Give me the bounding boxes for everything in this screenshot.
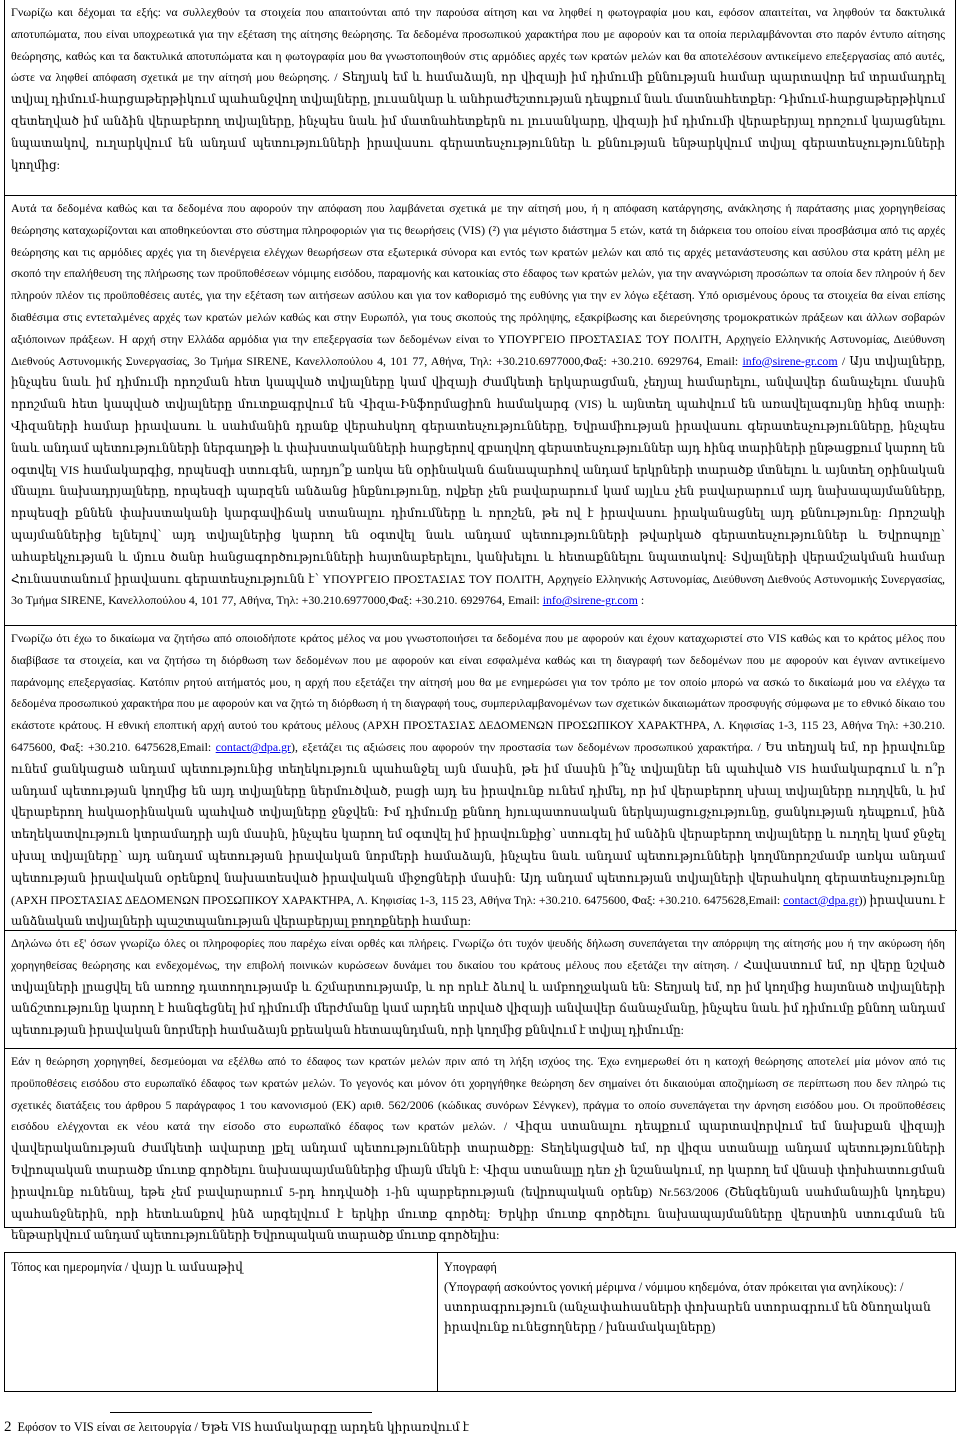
- footnote-text: Εφόσον το VIS είναι σε λειτουργία / Եթե VIS համակարգը արդեն կիրառվում է: [17, 1420, 469, 1434]
- place-date-cell[interactable]: [5, 1253, 438, 1391]
- signature-guardian-note-armenian: ստորագրություն (անչափահասների փոխարեն ստորագրում են ծնողական իրավունք ունեցողները / խնամակալները): [444, 1300, 931, 1334]
- footnote-number: 2: [4, 1419, 12, 1435]
- email-link-dpa[interactable]: contact@dpa.gr: [215, 739, 291, 754]
- footnote-divider: [110, 1412, 372, 1413]
- signature-cell[interactable]: [438, 1253, 955, 1391]
- paragraph-text: ), εξετάζει τις αξιώσεις που αφορούν την προστασία των δεδομένων προσωπικού χαρακτήρα. / Ես տեղյակ եմ, որ իրավունք ունեմ ցանկացած անդամ պետությունից տեղեկություն պահանջել այն մասին, թե իմ մասին ի՞նչ տվյալներ են պահված VIS համակարգում և ո՞ր անդամ պետության կողմից են այդ տվյալները ներմուծված, բացի այդ ես իրավունք ունեմ դիմել, որ իմ վերաբերող սխալ տվյալները ուղղվեն, և իմ վերաբերող հակաօրինական պահված տվյալները ջնջվեն: Իմ դիմումը քննող հյուպատոսական ներկայացուցչությունը, ցանկության դեպքում, ինձ տեղեկատվություն կտրամադրի այն մասին, ինչպես կարող եմ օգտվել իմ իրավունքից՝ ստուգել իմ անձին վերաբերող տվյալները և ուղղել կամ ջնջել սխալ տվյալները՝ այդ անդամ պետության իրավական նորմերի համաձայն, ինչպես նաև անդամ պետությունների կողմնորոշմամբ առկա անդամ պետության իրավական օրենքով նախատեսված իրավական միջոցների մասին: Այդ անդամ պետության տվյալների վերահսկող գերատեսչությունը (ΑΡΧΗ ΠΡΟΣΤΑΣΙΑΣ ΔΕΔΟΜΕΝΩΝ ΠΡΟΣΩΠΙΚΟΥ ΧΑΡΑΚΤΗΡΑ, Λ. Κηφισίας 1-3, 115 23, Αθήνα Τηλ: +30.210. 6475600, Φαξ: +30.210. 6475628,Email:: [11, 739, 945, 907]
- paragraph-text: Αυτά τα δεδομένα καθώς και τα δεδομένα που αφορούν την απόφαση που λαμβάνεται σχετικά με την αίτησή μου, ή η απόφαση κατάργησης, ανάκλησης ή παράτασης μιας χορηγηθείσας θεώρησης καταχωρίζονται και αποθηκεύονται στο σύστημα πληροφοριών για τις θεωρήσεις (VIS) (²) για μέγιστο διάστημα 5 ετών, κατά τη διάρκεια του οποίου είναι προσβάσιμα από τις αρχές θεώρησης και τις αρμόδιες αρχές για τη διενέργεια ελέγχων θεωρήσεων στα εξωτερικά σύνορα και εντός των κρατών μελών και από τις αρχές μετανάστευσης και ασύλου στα κράτη μέλη με σκοπό την επαλήθευση της πλήρωσης των προϋποθέσεων νόμιμης εισόδου, παραμονής και κατοικίας στο έδαφος των κρατών μελών, για την αναγνώριση προσώπων τα οποία δεν πληρούν ή δεν πληρούν πλέον τις προϋποθέσεις αυτές, για την εξέταση των αιτήσεων ασύλου και για τον καθορισμό της ευθύνης για την εν λόγω εξέταση. Υπό ορισμένους όρους τα στοιχεία θα είναι επίσης διαθέσιμα στις εντεταλμένες αρχές των κρατών μελών καθώς και στην Ευρωπόλ, για τους σκοπούς της πρόληψης, εξακρίβωσης και διερεύνησης τρομοκρατικών πράξεων και άλλων σοβαρών αξιόποινων πράξεων. Η αρχή στην Ελλάδα αρμόδια για την επεξεργασία των δεδομένων είναι το ΥΠΟΥΡΓΕΙΟ ΠΡΟΣΤΑΣΙΑΣ ΤΟΥ ΠΟΛΙΤΗ, Αρχηγείο Ελληνικής Αστυνομίας, Διεύθυνση Διεθνούς Αστυνομικής Συνεργασίας, 3ο Τμήμα SIRENE, Κανελλοπούλου 4, 101 77, Αθήνα, Τηλ: +30.210.6977000,Φαξ: +30.210. 6929764, Email:: [11, 201, 945, 368]
- paragraph-text: Γνωρίζω και δέχομαι τα εξής: να συλλεχθούν τα στοιχεία που απαιτούνται από την παρούσα αίτηση και να ληφθεί η φωτογραφία μου και, εφόσον απαιτείται, να ληφθούν τα δακτυλικά αποτυπώματα, που είναι υποχρεωτικά για την εξέταση της αίτησης θεώρησης. Τα δεδομένα προσωπικού χαρακτήρα που με αφορούν και τα οποία περιλαμβάνονται στο παρόν έντυπο αίτησης θεώρησης, καθώς και τα δακτυλικά αποτυπώματα και η φωτογραφία μου θα γνωστοποιηθούν στις αρμόδιες αρχές των κρατών μελών και θα αποτελέσουν αντικείμενο επεξεργασίας από αυτές, ώστε να ληφθεί απόφαση σχετικά με την αίτησή μου θεώρησης. / Տեղյակ եմ և համաձայն, որ վիզայի իմ դիմումի քննության համար պարտավոր եմ տրամադրել տվյալ դիմում-հարցաթերթիկում պահանջվող տվյալները, լուսանկար և անհրաժեշտության դեպքում նաև մատնահետքեր: Դիմում-հարցաթերթիկում զետեղված իմ անձին վերաբերող տվյալները, ինչպես նաև իմ մատնահետքերն ու լուսանկարը, վիզայի իմ դիմումի վերաբերյալ որոշում կայացնելու նպատակով, ուղարկվում են անդամ պետությունների իրավասու գերատեսչություններ և քննության ենթարկվում տվյալ գերատեսչությունների կողմից:: [11, 5, 945, 172]
- declaration-box: [4, 0, 956, 1243]
- email-link-sirene[interactable]: info@sirene-gr.com: [542, 593, 638, 608]
- paragraph-text: / Այս տվյալները, ինչպես նաև իմ դիմումի որոշման հետ կապված տվյալները կամ վիզայի ժամկետի երկարացման, չեղյալ համարելու, անվավեր ճանաչելու մասին որոշման հետ կապված տվյալները մուտքագրվում են Վիզա-Ինֆորմացիոն համակարգ (VIS) և այնտեղ պահվում են առավելագույնը հինգ տարի: Վիզաների համար իրավասու և սահմանին դրանք վերահսկող գերատեսչությունները, Եվրամիության իրավասու գերատեսչությունները, ինչպես նաև անդամ պետությունների ներգաղթի և փախստականների հարցերով զբաղվող գերատեսչություններ այդ հինգ տարիների ընթացքում կարող են օգտվել VIS համակարգից, որպեսզի ստուգեն, արդյո՞ք առկա են օրինական ճանապարհով անդամ երկրների տարածք մտնելու և այնտեղ օրինական մնալու նախադրյալները, որպեսզի պարզեն անձանց ինքնությունը, ովքեր չեն բավարարում կամ այլևս չեն բավարարում այդ նախապայմանները, որպեսզի քննեն փախստականի կարգավիճակ ստանալու դիմումները և որոշեն, թե ով է իրավասու իրականացնել այդ քննությունը: Որոշակի պայմաններից ելնելով՝ այդ տվյալներից կարող են օգտվել նաև անդամ պետությունների թվարկած գերատեսչություններ և Եվրոպոլը՝ ահաբեկչության և մյուս ծանր հանցագործությունների հայտնաբերելու, կանխելու և հետաքննելու նպատակով: Տվյալների վերամշակման համար Հունաստանում իրավասու գերատեսչությունն է՝ ΥΠΟΥΡΓΕΙΟ ΠΡΟΣΤΑΣΙΑΣ ΤΟΥ ΠΟΛΙΤΗ, Αρχηγείο Ελληνικής Αστυνομίας, Διεύθυνση Διεθνούς Αστυνομικής Συνεργασίας, 3ο Τμήμα SIRENE, Κανελλοπούλου 4, 101 77, Αθήνα, Τηλ: +30.210.6977000,Φαξ: +30.210. 6929764, Email:: [11, 353, 945, 608]
- paragraph-accuracy: [5, 931, 957, 1049]
- paragraph-text: :: [637, 593, 645, 608]
- paragraph-text: Γνωρίζω ότι έχω το δικαίωμα να ζητήσω από οποιοδήποτε κράτος μέλος να μου γνωστοποιήσει τα δεδομένα που με αφορούν και έχουν καταχωριστεί στο VIS καθώς και το κράτος μέλος που διαβίβασε τα στοιχεία, και να ζητήσω τη διόρθωση των δεδομένων που με αφορούν και είναι εσφαλμένα καθώς και τη διαγραφή των δεδομένων που με αφορούν και έγιναν αντικείμενο παράνομης επεξεργασίας. Κατόπιν ρητού αιτήματός μου, η αρχή που εξετάζει την αίτησή μου θα με ενημερώσει για τον τρόπο με τον οποίο μπορώ να ασκώ το δικαίωμά μου να ελέγχω τα δεδομένα προσωπικού χαρακτήρα που με αφορούν και να ζητώ τη διόρθωση ή τη διαγραφή τους, συμπεριλαμβανομένων των σχετικών δικαιωμάτων προσφυγής σύμφωνα με το εθνικό δίκαιο του εκάστοτε κράτους. Η εθνική εποπτική αρχή αυτού του κράτους μέλους (ΑΡΧΗ ΠΡΟΣΤΑΣΙΑΣ ΔΕΔΟΜΕΝΩΝ ΠΡΟΣΩΠΙΚΟΥ ΧΑΡΑΚΤΗΡΑ, Λ. Κηφισίας 1-3, 115 23, Αθήνα Τηλ: +30.210. 6475600, Φαξ: +30.210. 6475628,Email:: [11, 631, 945, 754]
- place-date-label: Τόπος και ημερομηνία / վայր և ամսաթիվ: [11, 1260, 243, 1274]
- paragraph-vis-storage: [5, 196, 957, 626]
- signature-guardian-note-greek: (Υπογραφή ασκούντος γονική μέριμνα / νόμιμου κηδεμόνα, όταν πρόκειται για ανηλίκους): /: [444, 1280, 904, 1294]
- email-link-dpa[interactable]: contact@dpa.gr: [783, 892, 859, 907]
- signature-title: Υπογραφή: [444, 1260, 497, 1274]
- footnote: [4, 1418, 469, 1436]
- paragraph-text: Εάν η θεώρηση χορηγηθεί, δεσμεύομαι να εξέλθω από το έδαφος των κρατών μελών πριν από τη λήξη ισχύος της. Έχω ενημερωθεί ότι η κατοχή θεώρησης αποτελεί μία μόνον από τις προϋποθέσεις εισόδου στο ευρωπαϊκό έδαφος των κρατών μελών. Το γεγονός και μόνον ότι χορηγήθηκε θεώρηση δεν σημαίνει ότι δικαιούμαι αποζημίωση σε περίπτωση που δεν πληρώ τις σχετικές διατάξεις του άρθρου 5 παράγραφος 1 του κανονισμού (ΕΚ) αριθ. 562/2006 (κώδικας συνόρων Σένγκεν), πράγμα το οποίο συνεπάγεται την άρνηση εισόδου μου. Οι προϋποθέσεις εισόδου ελέγχονται εκ νέου κατά την είσοδο στο ευρωπαϊκό έδαφος των κρατών μελών. / Վիզա ստանալու դեպքում պարտավորվում եմ նախքան վիզայի վավերականության ժամկետի ավարտը լքել անդամ պետությունների տարածքը: Տեղեկացված եմ, որ վիզա ստանալը անդամ պետությունների Եվրոպական տարածք մուտք գործելու նախապայմաններից միայն մեկն է: Վիզա ստանալը դեռ չի նշանակում, որ կարող եմ վնասի փոխհատուցման իրավունք ունենալ, եթե չեմ բավարարում 5-րդ հոդվածի 1-ին պարբերության (եվրոպական օրենք) Nr.563/2006 (Շենգենյան սահմանային կոդեքս) պահանջներին, որի հետևանքով ինձ արգելվում է երկիր մուտք գործել: Երկիր մուտք գործելու նախապայմանները վերստին ստուգման են ենթարկվում անդամ պետությունների Եվրոպական տարածք մուտք գործելիս:: [11, 1054, 945, 1243]
- paragraph-text: )) իրավասու է անձնական տվյալների պաշտպանության վերաբերյալ բողոքների համար:: [11, 892, 946, 929]
- paragraph-exit-commitment: [5, 1049, 957, 1243]
- paragraph-data-collection: [5, 0, 957, 196]
- paragraph-text: Δηλώνω ότι εξ' όσων γνωρίζω όλες οι πληροφορίες που παρέχω είναι ορθές και πλήρεις. Γνωρίζω ότι τυχόν ψευδής δήλωση συνεπάγεται την απόρριψη της αίτησής μου ή την ακύρωση ήδη χορηγηθείσας θεώρησης και ενδεχομένως, την επιβολή ποινικών κυρώσεων δυνάμει του δικαίου του κράτους μέλους που εξετάζει την αίτηση. / Հավաստում եմ, որ վերը նշված տվյալների լրացվել են առողջ դատողությամբ և ճշմարտությամբ, և որ որևէ ձևով և ամբողջական են: Տեղյակ եմ, որ իմ կողմից հայտնած տվյալների անճշտությունը կարող է հանգեցնել իմ դիմումի մերժմանը կամ արդեն տրված վիզայի անվավեր ճանաչմանը, ինչպես նաև իմ դիմումը քննող անդամ պետության իրավական նորմերի համաձայն քրեական հետապնդման, որի կողմից քննվում է տվյալ դիմումը:: [11, 936, 945, 1038]
- email-link-sirene[interactable]: info@sirene-gr.com: [742, 353, 838, 368]
- signature-table: [4, 1252, 956, 1392]
- paragraph-data-rights: [5, 626, 957, 931]
